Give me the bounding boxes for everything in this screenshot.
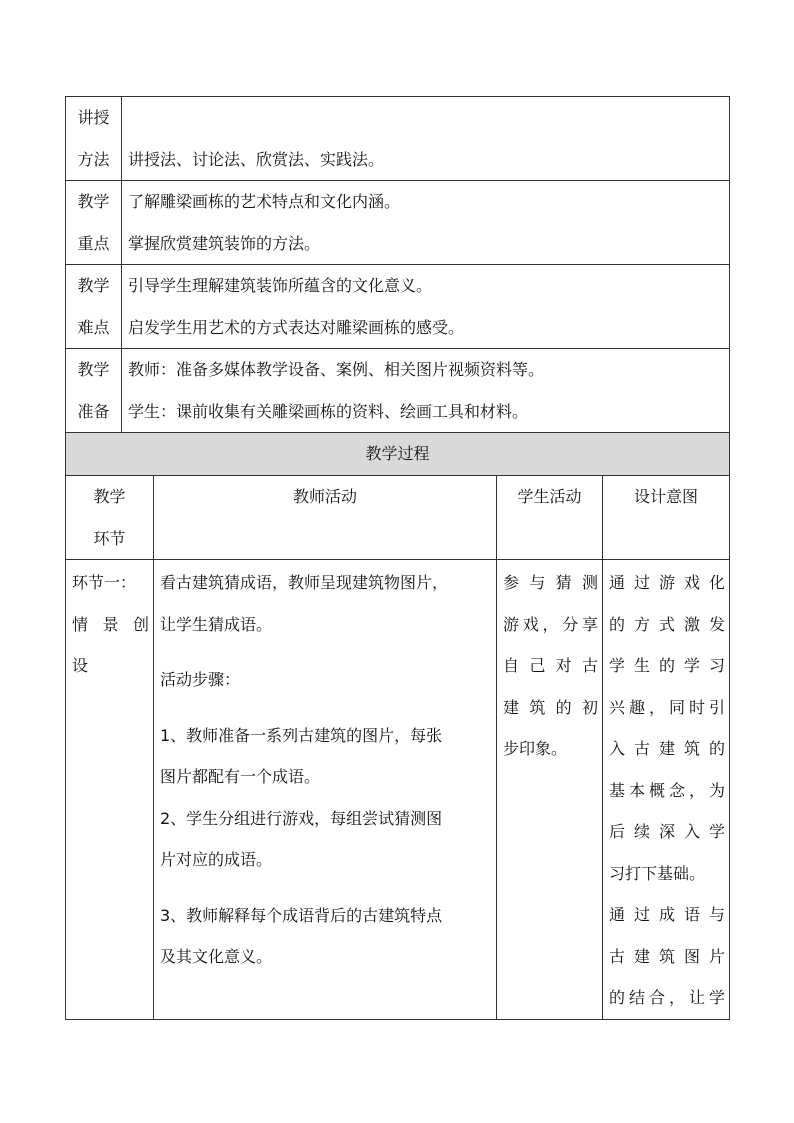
- info-label: 讲授 方法: [66, 97, 122, 181]
- process-title-row: [66, 433, 730, 476]
- info-content: 了解雕梁画栋的艺术特点和文化内涵。 掌握欣赏建筑装饰的方法。: [122, 181, 730, 265]
- info-row-method: [66, 97, 730, 181]
- teacher-activity-cell: 看古建筑猜成语，教师呈现建筑物图片， 让学生猜成语。 活动步骤： 1、教师准备一系列古建筑的图片，每张 图片都配有一个成语。 2、学生分组进行游戏，每组尝试猜测图 片对应的成语。 3、教师解释每个成语背后的古建筑特点 及其文化意义。: [154, 560, 497, 1020]
- header-design-intent: 设计意图: [603, 476, 730, 560]
- header-student-activity: 学生活动: [497, 476, 603, 560]
- info-label: 教学 准备: [66, 349, 122, 433]
- info-row-difficulties: [66, 265, 730, 349]
- process-row-stage-1: [66, 560, 730, 1020]
- header-teacher-activity: 教师活动: [154, 476, 497, 560]
- process-header-row: [66, 476, 730, 560]
- info-content: 教师：准备多媒体教学设备、案例、相关图片视频资料等。 学生：课前收集有关雕梁画栋的资料、绘画工具和材料。: [122, 349, 730, 433]
- info-content: 讲授法、讨论法、欣赏法、实践法。: [122, 97, 730, 181]
- info-row-preparation: [66, 349, 730, 433]
- info-content: 引导学生理解建筑装饰所蕴含的文化意义。 启发学生用艺术的方式表达对雕梁画栋的感受。: [122, 265, 730, 349]
- info-label: 教学 难点: [66, 265, 122, 349]
- teaching-process-table: [65, 432, 730, 1020]
- stage-cell: 环节一： 情 景 创 设: [66, 560, 154, 1020]
- lesson-info-table: [65, 96, 730, 433]
- info-row-key-points: [66, 181, 730, 265]
- design-intent-cell: 通过游戏化 的方式激发 学生的学习 兴趣，同时引 入古建筑的 基本概念，为 后续深入学 习打下基础。 通过成语与 古建筑图片 的结合，让学: [603, 560, 730, 1020]
- info-label: 教学 重点: [66, 181, 122, 265]
- student-activity-cell: 参与猜测 游戏，分享 自己对古 建筑的初 步印象。: [497, 560, 603, 1020]
- header-stage: 教学 环节: [66, 476, 154, 560]
- section-title: 教学过程: [66, 433, 730, 476]
